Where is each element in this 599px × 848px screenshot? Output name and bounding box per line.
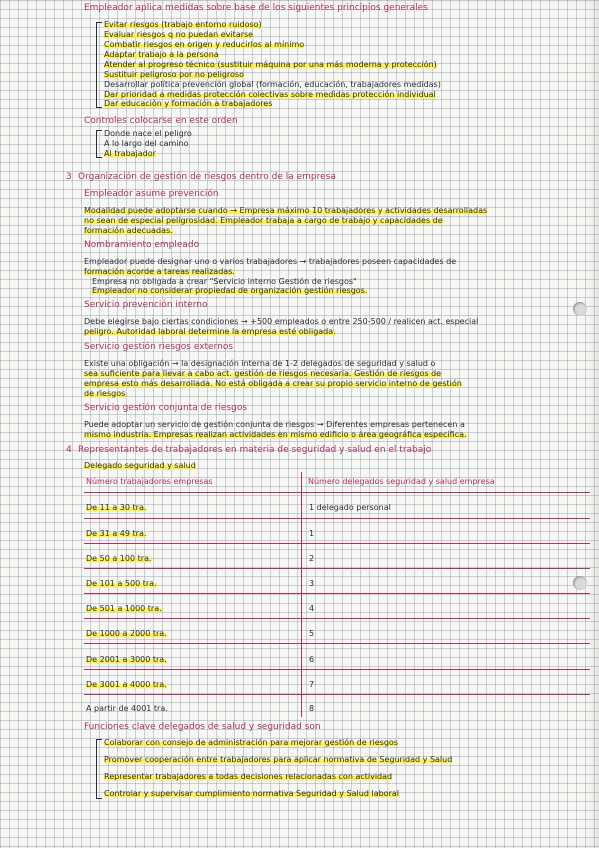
subsection-title: Servicio gestión conjunta de riesgos (84, 403, 248, 413)
text-line: peligro. Autoridad laboral determine la empresa esté obligada. (84, 327, 336, 336)
text-line: empresa esto más desarrollada. No está obligada a crear su propio servicio interno de gestión (84, 379, 462, 388)
function-item: Representar trabajadores a todas decisiones relacionadas con actividad (104, 772, 393, 781)
subsection-title: Servicio gestión riesgos externos (84, 342, 234, 352)
table-cell-workers: De 501 a 1000 tra. (86, 604, 162, 613)
section-title: Organización de gestión de riesgos dentro de la empresa (78, 172, 336, 182)
text-line: formación acorde a tareas realizadas. (84, 267, 235, 276)
function-item: Promover cooperación entre trabajadores para aplicar normativa de Seguridad y Salud (104, 755, 453, 764)
table-cell-delegates: 7 (309, 680, 315, 689)
text-line: Empleador no considerar propiedad de organización gestión riesgos. (92, 286, 368, 295)
table-cell-delegates: 6 (309, 655, 315, 664)
table-cell-delegates: 1 delegado personal (309, 503, 391, 512)
table-cell-delegates: 8 (309, 704, 315, 713)
table-cell-delegates: 2 (309, 554, 315, 563)
subsection-title: Servicio prevención interno (84, 300, 208, 310)
text-line: no sean de especial peligrosidad. Empleador trabaja a cargo de trabajo y capacidades de (84, 216, 443, 225)
section-number: 4 (66, 445, 72, 455)
section-title: Representantes de trabajadores en materia de seguridad y salud en el trabajo (78, 445, 432, 455)
table-header-workers: Número trabajadores empresas (86, 477, 213, 486)
subsection-title: Empleador asume prevención (84, 189, 219, 199)
controls-bracket (96, 130, 102, 158)
principle-item: Evitar riesgos (trabajo entorno ruidoso) (104, 20, 262, 29)
section-number: 3 (66, 172, 72, 182)
subsection-title: Delegado seguridad y salud (84, 461, 196, 470)
control-item: Al trabajador (104, 149, 156, 158)
table-cell-workers: De 11 a 30 tra. (86, 503, 147, 512)
text-line: Empleador puede designar uno o varios trabajadores → trabajadores poseen capacidades de (84, 257, 457, 266)
table-header-delegates: Número delegados seguridad y salud empresa (308, 477, 495, 486)
table-cell-delegates: 3 (309, 579, 315, 588)
table-cell-workers: A partir de 4001 tra. (86, 704, 168, 713)
principle-item: Dar educación y formación a trabajadores (104, 99, 273, 108)
principle-item: Atender al progreso técnico (sustituir máquina por una más moderna y protección) (104, 60, 437, 69)
principle-item: Desarrollar política prevención global (formación, educación, trabajadores medidas) (104, 80, 441, 89)
principle-item: Sustituir peligroso por no peligroso (104, 70, 244, 79)
table-rule (84, 669, 590, 670)
punch-hole (573, 576, 587, 590)
table-rule (84, 568, 590, 569)
principles-bracket (96, 22, 102, 108)
text-line: de riesgos (84, 389, 126, 398)
table-rule (84, 618, 590, 619)
controls-title: Controles colocarse en este orden (84, 116, 238, 126)
control-item: A lo largo del camino (104, 139, 189, 148)
table-cell-delegates: 1 (309, 529, 315, 538)
table-cell-workers: De 2001 a 3000 tra. (86, 655, 167, 664)
table-column-divider (301, 472, 302, 717)
text-line: sea suficiente para llevar a cabo act. gestión de riesgos necesaria. Gestión de riesgos de (84, 369, 442, 378)
table-rule (84, 492, 590, 493)
table-cell-workers: De 50 a 100 tra. (86, 554, 152, 563)
function-item: Colaborar con consejo de administración para mejorar gestión de riesgos (104, 738, 398, 747)
principle-item: Adaptar trabajo a la persona (104, 50, 219, 59)
table-rule (84, 593, 590, 594)
functions-title: Funciones clave delegados de salud y seguridad son (84, 722, 321, 732)
text-line: Modalidad puede adoptarse cuando → Empresa máximo 10 trabajadores y actividades desarrolladas (84, 206, 488, 215)
text-line: Puede adoptar un servicio de gestión conjunta de riesgos → Diferentes empresas pertenecen a (84, 420, 465, 429)
text-line: formación adecuadas. (84, 226, 173, 235)
text-line: Existe una obligación → la designación interna de 1-2 delegados de seguridad y salud o (84, 359, 436, 368)
table-rule (84, 694, 590, 695)
principle-item: Evaluar riesgos q no puedan evitarse (104, 30, 254, 39)
table-cell-workers: De 31 a 49 tra. (86, 529, 147, 538)
text-line: Debe elegirse bajo ciertas condiciones → +500 empleados o entre 250-500 / realicen act. especial (84, 317, 479, 326)
table-rule (84, 518, 590, 519)
text-line: Empresa no obligada a crear "Servicio interno Gestión de riesgos" (92, 277, 357, 286)
table-cell-delegates: 5 (309, 629, 315, 638)
functions-bracket (96, 739, 102, 799)
control-item: Donde nace el peligro (104, 129, 192, 138)
text-line: mismo industria. Empresas realizan actividades en mismo edificio o área geográfica específica. (84, 430, 467, 439)
table-cell-workers: De 101 a 500 tra. (86, 579, 157, 588)
table-cell-workers: De 1000 a 2000 tra. (86, 629, 167, 638)
table-rule (84, 643, 590, 644)
principles-title: Empleador aplica medidas sobre base de los siguientes principios generales (84, 3, 428, 13)
principle-item: Dar prioridad a medidas protección colectivas sobre medidas protección individual (104, 90, 436, 99)
table-cell-workers: De 3001 a 4000 tra. (86, 680, 167, 689)
subsection-title: Nombramiento empleado (84, 240, 200, 250)
punch-hole (573, 302, 587, 316)
table-rule (84, 543, 590, 544)
table-cell-delegates: 4 (309, 604, 315, 613)
principle-item: Combatir riesgos en origen y reducirlos al mínimo (104, 40, 305, 49)
function-item: Controlar y supervisar cumplimiento normativa Seguridad y Salud laboral (104, 789, 399, 798)
